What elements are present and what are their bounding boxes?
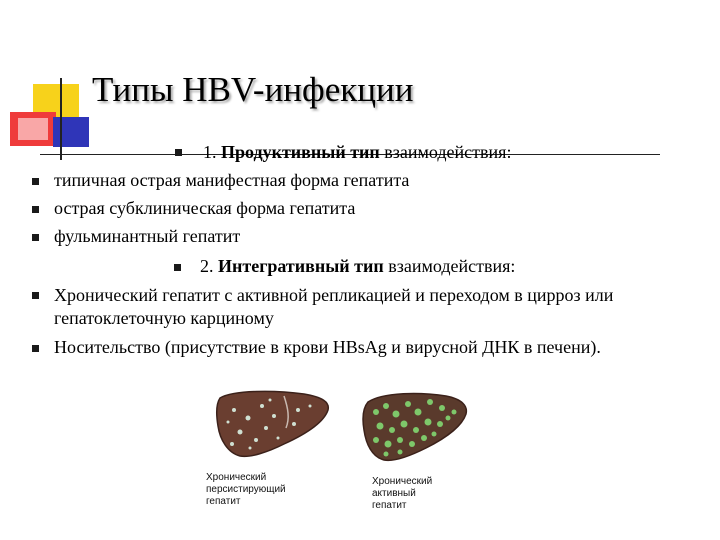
bullet-icon — [32, 234, 39, 241]
bullet-icon — [32, 206, 39, 213]
deco-pink-square — [18, 118, 48, 140]
list-item-continuation: гепатоклеточную карциному — [54, 308, 274, 328]
section1-num: 1. — [203, 142, 221, 162]
slide-title: Типы HBV-инфекции — [92, 70, 414, 109]
section1-header — [203, 141, 511, 163]
caption-line: активный — [372, 488, 416, 499]
list-item: острая субклиническая форма гепатита — [54, 198, 356, 218]
caption-persistent-hepatitis — [206, 472, 286, 508]
deco-vertical-line — [60, 78, 62, 160]
section2-bold: Интегративный тип — [218, 256, 384, 276]
bullet-icon — [175, 149, 182, 156]
caption-line: Хронический — [372, 476, 433, 487]
section1-bold: Продуктивный тип — [221, 142, 380, 162]
caption-line: Хронический — [206, 472, 267, 483]
bullet-icon — [32, 345, 39, 352]
caption-line: гепатит — [372, 500, 407, 511]
bullet-icon — [32, 292, 39, 299]
deco-blue-square — [53, 117, 89, 147]
list-item: Хронический гепатит с активной репликацией и переходом в цирроз или — [54, 285, 614, 305]
list-item: типичная острая манифестная форма гепатита — [54, 170, 410, 190]
section2-header — [200, 255, 515, 277]
list-item: Носительство (присутствие в крови HBsAg и вирусной ДНК в печени). — [54, 337, 601, 357]
caption-active-hepatitis — [372, 476, 432, 512]
caption-line: персистирующий — [206, 484, 286, 495]
section1-rest: взаимодействия: — [379, 142, 512, 162]
section2-rest: взаимодействия: — [383, 256, 516, 276]
caption-line: гепатит — [206, 496, 241, 507]
liver-active-hepatitis-image — [360, 388, 470, 464]
section2-num: 2. — [200, 256, 218, 276]
bullet-icon — [32, 178, 39, 185]
bullet-icon — [174, 264, 181, 271]
liver-persistent-hepatitis-image — [214, 388, 332, 460]
list-item: фульминантный гепатит — [54, 226, 241, 246]
